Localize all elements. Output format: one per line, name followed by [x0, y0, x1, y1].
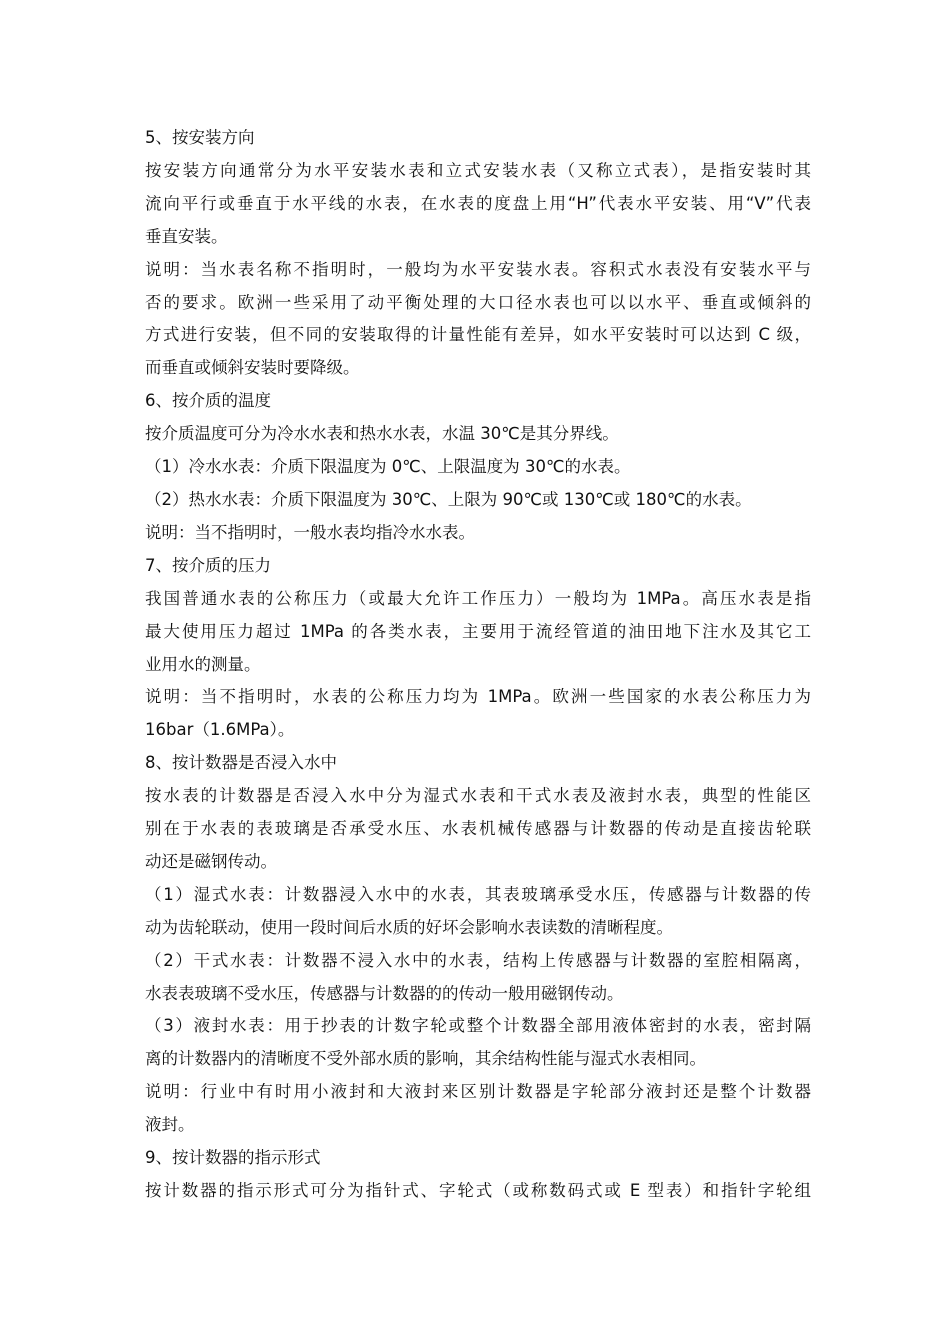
heading-counter-immersion: 8、按计数器是否浸入水中 — [145, 753, 337, 773]
text-line: 液封。 — [145, 1115, 195, 1135]
text-line: 说明：行业中有时用小液封和大液封来区别计数器是字轮部分液封还是整个计数器 — [145, 1082, 811, 1102]
text-line: 别在于水表的表玻璃是否承受水压、水表机械传感器与计数器的传动是直接齿轮联 — [145, 819, 811, 839]
text-line: 按计数器的指示形式可分为指针式、字轮式（或称数码式或 E 型表）和指针字轮组 — [145, 1181, 811, 1200]
text-line: 离的计数器内的清晰度不受外部水质的影响，其余结构性能与湿式水表相同。 — [145, 1049, 706, 1069]
text-line: 按安装方向通常分为水平安装水表和立式安装水表（又称立式表），是指安装时其 — [145, 160, 811, 180]
text-line: 水表表玻璃不受水压，传感器与计数器的的传动一般用磁钢传动。 — [145, 983, 624, 1003]
heading-medium-temperature: 6、按介质的温度 — [145, 391, 271, 411]
text-line: 垂直安装。 — [145, 226, 228, 246]
text-line: 动为齿轮联动，使用一段时间后水质的好坏会影响水表读数的清晰程度。 — [145, 917, 673, 937]
text-line: 我国普通水表的公称压力（或最大允许工作压力）一般均为 1MPa。高压水表是指 — [145, 588, 811, 608]
text-line: 按水表的计数器是否浸入水中分为湿式水表和干式水表及液封水表，典型的性能区 — [145, 786, 811, 806]
text-line: 说明：当不指明时，一般水表均指冷水水表。 — [145, 522, 475, 542]
heading-medium-pressure: 7、按介质的压力 — [145, 555, 271, 575]
text-line: （1）湿式水表：计数器浸入水中的水表，其表玻璃承受水压，传感器与计数器的传 — [145, 884, 811, 904]
text-line: 而垂直或倾斜安装时要降级。 — [145, 358, 360, 378]
text-line: （1）冷水水表：介质下限温度为 0℃、上限温度为 30℃的水表。 — [145, 457, 631, 477]
document-body — [145, 122, 811, 1208]
text-line: （3）液封水表：用于抄表的计数字轮或整个计数器全部用液体密封的水表，密封隔 — [145, 1016, 811, 1036]
text-line: 最大使用压力超过 1MPa 的各类水表，主要用于流经管道的油田地下注水及其它工 — [145, 621, 811, 641]
text-line: 流向平行或垂直于水平线的水表，在水表的度盘上用“H”代表水平安装、用“V”代表 — [145, 193, 811, 213]
text-line: 说明：当水表名称不指明时，一般均为水平安装水表。容积式水表没有安装水平与 — [145, 259, 811, 279]
text-line: 按介质温度可分为冷水水表和热水水表，水温 30℃是其分界线。 — [145, 424, 619, 444]
heading-install-direction: 5、按安装方向 — [145, 128, 255, 147]
text-line: 动还是磁钢传动。 — [145, 851, 277, 871]
text-line: （2）热水水表：介质下限温度为 30℃、上限为 90℃或 130℃或 180℃的水表。 — [145, 489, 752, 509]
text-line: 方式进行安装，但不同的安装取得的计量性能有差异，如水平安装时可以达到 C 级， — [145, 325, 811, 345]
text-line: 否的要求。欧洲一些采用了动平衡处理的大口径水表也可以以水平、垂直或倾斜的 — [145, 292, 811, 312]
text-line: 16bar（1.6MPa）。 — [145, 720, 295, 740]
heading-counter-indication: 9、按计数器的指示形式 — [145, 1148, 321, 1168]
text-line: （2）干式水表：计数器不浸入水中的水表，结构上传感器与计数器的室腔相隔离， — [145, 950, 811, 970]
text-line: 说明：当不指明时，水表的公称压力均为 1MPa。欧洲一些国家的水表公称压力为 — [145, 687, 811, 707]
text-line: 业用水的测量。 — [145, 654, 261, 674]
